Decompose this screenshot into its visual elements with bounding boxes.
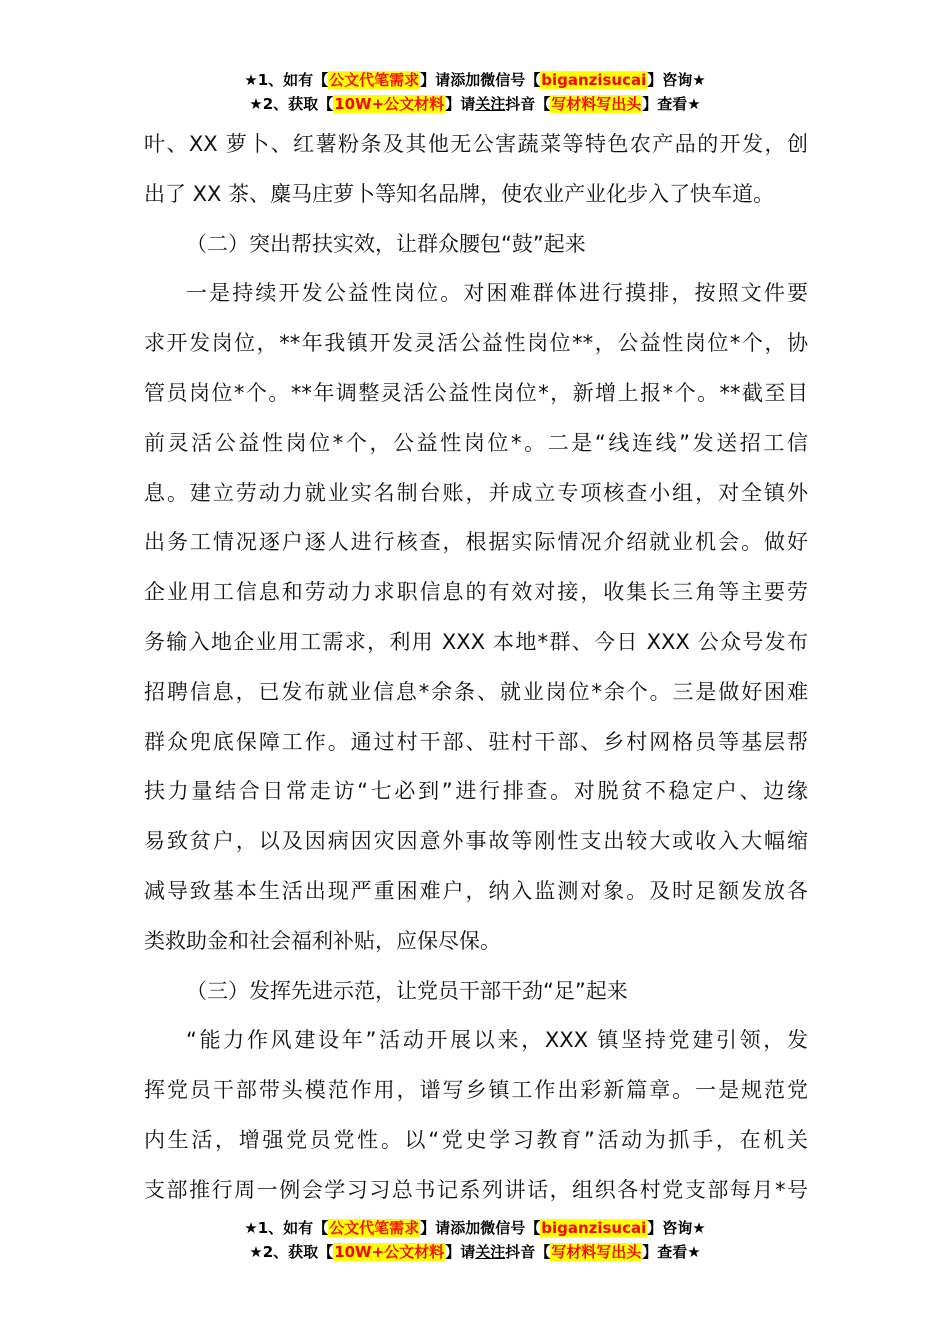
text-line: 群众兜底保障工作。通过村干部、驻村干部、乡村网格员等基层帮 xyxy=(144,729,808,754)
highlight-douyin: 写材料写出头 xyxy=(551,1243,642,1261)
highlight-service: 公文代笔需求 xyxy=(329,1219,420,1237)
text-line: 前灵活公益性岗位*个，公益性岗位*。二是“线连线”发送招工信 xyxy=(144,430,808,455)
text-line: 求开发岗位，**年我镇开发灵活公益性岗位**，公益性岗位*个，协 xyxy=(144,331,808,356)
text-line: “能力作风建设年”活动开展以来，XXX 镇坚持党建引领，发 xyxy=(186,1028,808,1053)
footer-banner xyxy=(0,1216,950,1264)
highlight-materials: 10W+公文材料 xyxy=(334,95,445,113)
banner-line-2: ★2、获取【10W+公文材料】请关注抖音【写材料写出头】查看★ xyxy=(249,1243,701,1261)
highlight-douyin: 写材料写出头 xyxy=(551,95,642,113)
header-banner xyxy=(0,68,950,116)
text-line: 挥党员干部带头模范作用，谱写乡镇工作出彩新篇章。一是规范党 xyxy=(144,1078,808,1103)
text-line: 内生活，增强党员党性。以“党史学习教育”活动为抓手，在机关 xyxy=(144,1127,808,1152)
section-heading: （二）突出帮扶实效，让群众腰包“鼓”起来 xyxy=(186,231,586,256)
banner-line-1: ★1、如有【公文代笔需求】请添加微信号【biganzisucai】咨询★ xyxy=(244,71,706,89)
banner-line-2: ★2、获取【10W+公文材料】请关注抖音【写材料写出头】查看★ xyxy=(249,95,701,113)
text-line: 出务工情况逐户逐人进行核查，根据实际情况介绍就业机会。做好 xyxy=(144,530,808,555)
text-line: 企业用工信息和劳动力求职信息的有效对接，收集长三角等主要劳 xyxy=(144,580,808,605)
banner-line-1: ★1、如有【公文代笔需求】请添加微信号【biganzisucai】咨询★ xyxy=(244,1219,706,1237)
text-line: 招聘信息，已发布就业信息*余条、就业岗位*余个。三是做好困难 xyxy=(144,679,808,704)
text-line: 类救助金和社会福利补贴，应保尽保。 xyxy=(144,928,501,953)
text-line: 管员岗位*个。**年调整灵活公益性岗位*，新增上报*个。**截至目 xyxy=(144,380,808,405)
section-heading: （三）发挥先进示范，让党员干部干劲“足”起来 xyxy=(186,978,628,1003)
text-line: 叶、XX 萝卜、红薯粉条及其他无公害蔬菜等特色农产品的开发，创 xyxy=(144,132,808,156)
document-body xyxy=(144,120,808,1216)
text-line: 易致贫户，以及因病因灾因意外事故等刚性支出较大或收入大幅缩 xyxy=(144,829,808,854)
highlight-materials: 10W+公文材料 xyxy=(334,1243,445,1261)
text-line: 出了 XX 茶、麋马庄萝卜等知名品牌，使农业产业化步入了快车道。 xyxy=(144,181,775,206)
text-line: 扶力量结合日常走访“七必到”进行排查。对脱贫不稳定户、边缘 xyxy=(144,779,808,804)
text-line: 减导致基本生活出现严重困难户，纳入监测对象。及时足额发放各 xyxy=(144,878,808,903)
text-line: 息。建立劳动力就业实名制台账，并成立专项核查小组，对全镇外 xyxy=(144,480,808,505)
highlight-wechat-id: biganzisucai xyxy=(541,1219,647,1237)
text-line: 务输入地企业用工需求，利用 XXX 本地*群、今日 XXX 公众号发布 xyxy=(144,629,808,654)
text-line: 一是持续开发公益性岗位。对困难群体进行摸排，按照文件要 xyxy=(186,281,808,306)
highlight-service: 公文代笔需求 xyxy=(329,71,420,89)
highlight-wechat-id: biganzisucai xyxy=(541,71,647,89)
text-line: 支部推行周一例会学习习总书记系列讲话，组织各村党支部每月*号 xyxy=(144,1177,808,1202)
